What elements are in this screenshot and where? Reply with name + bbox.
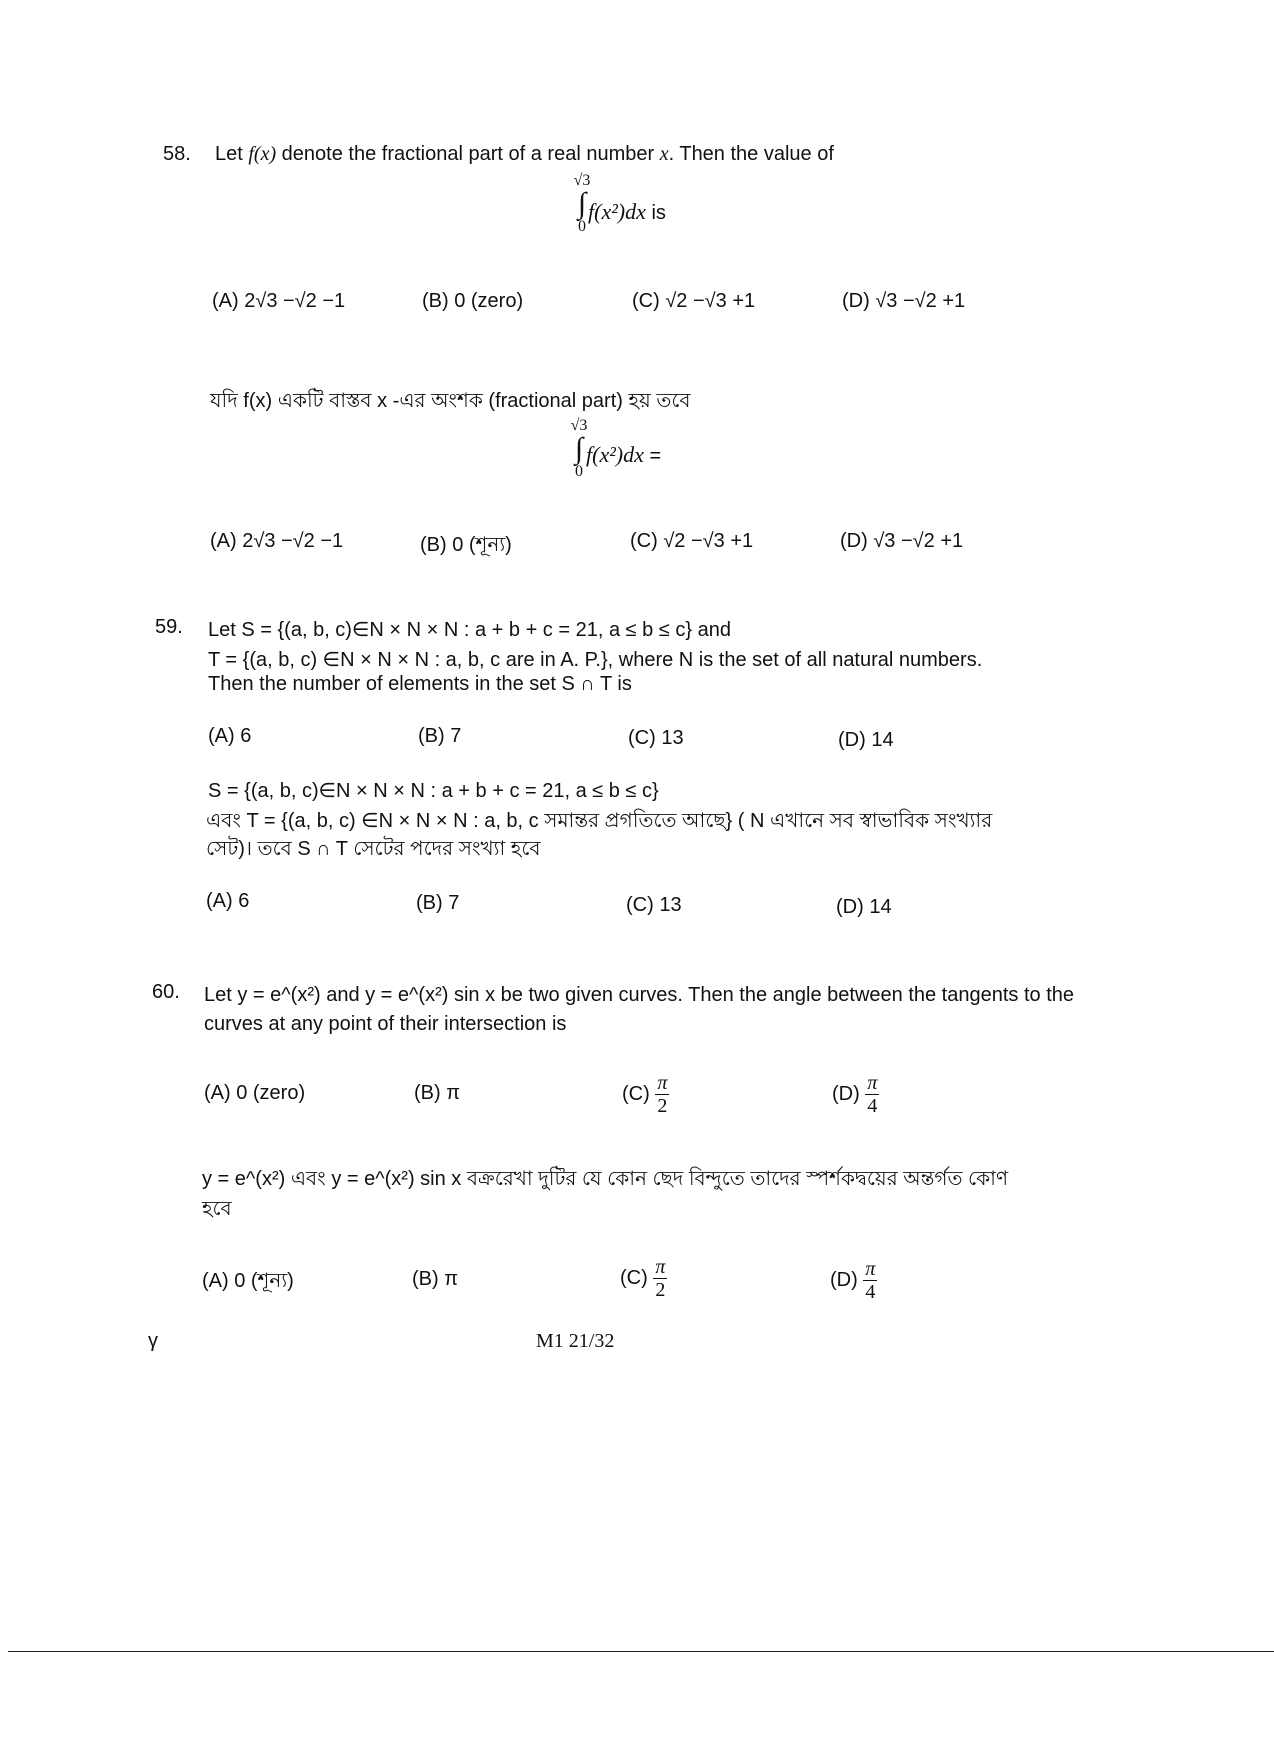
q60-bn-option-a[interactable]: (A) 0 (শূন্য) (202, 1270, 294, 1292)
q58-en-option-b[interactable]: (B) 0 (zero) (422, 290, 524, 312)
q58-bn-prompt: যদি f(x) একটি বাস্তব x -এর অংশক (fractional part) হয় তবে (210, 390, 691, 412)
q58-en-option-d[interactable]: (D) √3 −√2 +1 (842, 290, 966, 312)
q60-number: 60. (152, 981, 180, 1003)
q60-bn-option-d[interactable]: (D) $\frac{\pi}{4}$ (830, 1258, 876, 1303)
q58-en-option-a[interactable]: (A) 2√3 −√2 −1 (212, 290, 346, 312)
q58-number: 58. (163, 143, 191, 165)
q59-bn-option-d[interactable]: (D) 14 (836, 896, 892, 918)
page-number: M1 21/32 (536, 1330, 615, 1352)
q58-bn-option-c[interactable]: (C) √2 −√3 +1 (630, 530, 754, 552)
q59-bn-option-a[interactable]: (A) 6 (206, 890, 250, 912)
q60-en-option-d[interactable]: (D) $\frac{\pi}{4}$ (832, 1072, 878, 1117)
pi-over-4-fraction: $\frac{\pi}{4}$ (867, 1072, 878, 1117)
q60-bn-option-b[interactable]: (B) π (412, 1268, 459, 1290)
q60-en-option-a[interactable]: (A) 0 (zero) (204, 1082, 306, 1104)
footer-left-mark: γ (148, 1330, 158, 1352)
q58-en-integral: √3 ∫ 0 (573, 172, 591, 235)
q59-en-line2: T = {(a, b, c) ∈N × N × N : a, b, c are in A. P.}, where N is the set of all natural numbers. (208, 649, 983, 671)
pi-over-4-fraction-bn: $\frac{\pi}{4}$ (865, 1258, 876, 1303)
footer-rule (8, 1651, 1274, 1652)
q60-bn-option-c[interactable]: (C) $\frac{\pi}{2}$ (620, 1256, 666, 1301)
q60-en-line1: Let y = e^(x²) and y = e^(x²) sin x be two given curves. Then the angle between the tangents to the (204, 984, 1074, 1006)
q59-bn-option-b[interactable]: (B) 7 (416, 892, 460, 914)
q59-en-line1: Let S = {(a, b, c)∈N × N × N : a + b + c = 21, a ≤ b ≤ c} and (208, 619, 731, 641)
q59-number: 59. (155, 616, 183, 638)
q58-en-integral-suffix: is (645, 202, 666, 224)
q60-en-option-c[interactable]: (C) $\frac{\pi}{2}$ (622, 1072, 668, 1117)
pi-over-2-fraction-bn: $\frac{\pi}{2}$ (655, 1256, 666, 1301)
q58-bn-integral: √3 ∫ 0 (570, 417, 588, 480)
q58-en-option-c[interactable]: (C) √2 −√3 +1 (632, 290, 756, 312)
q60-bn-line1: y = e^(x²) এবং y = e^(x²) sin x বক্ররেখা দুটির যে কোন ছেদ বিন্দুতে তাদের স্পর্শকদ্বয়ের অন্তর্গত কোণ (202, 1168, 1009, 1190)
q58-en-prompt: Let f(x) denote the fractional part of a real number x. Then the value of (215, 143, 834, 165)
q59-bn-option-c[interactable]: (C) 13 (626, 894, 682, 916)
q58-bn-option-b[interactable]: (B) 0 (শূন্য) (420, 534, 512, 556)
q59-bn-line3: সেট)। তবে S ∩ T সেটের পদের সংখ্যা হবে (206, 838, 541, 860)
q60-en-line2: curves at any point of their intersection is (204, 1013, 567, 1035)
q58-bn-integrand: f(x²)dx (586, 442, 644, 467)
q58-en-integrand: f(x²)dx (588, 199, 646, 224)
q59-bn-line1: S = {(a, b, c)∈N × N × N : a + b + c = 21, a ≤ b ≤ c} (208, 780, 659, 802)
q58-bn-option-d[interactable]: (D) √3 −√2 +1 (840, 530, 964, 552)
q58-bn-integral-suffix: = (643, 445, 662, 467)
q58-bn-option-a[interactable]: (A) 2√3 −√2 −1 (210, 530, 344, 552)
q60-bn-line2: হবে (202, 1198, 232, 1220)
q59-en-option-a[interactable]: (A) 6 (208, 725, 252, 747)
q59-en-option-b[interactable]: (B) 7 (418, 725, 462, 747)
q59-en-option-c[interactable]: (C) 13 (628, 727, 684, 749)
q59-en-line3: Then the number of elements in the set S ∩ T is (208, 673, 632, 695)
pi-over-2-fraction: $\frac{\pi}{2}$ (657, 1072, 668, 1117)
q60-en-option-b[interactable]: (B) π (414, 1082, 461, 1104)
q59-bn-line2: এবং T = {(a, b, c) ∈N × N × N : a, b, c সমান্তর প্রগতিতে আছে} ( N এখানে সব স্বাভাবিক সংখ্যার (206, 810, 993, 832)
q59-en-option-d[interactable]: (D) 14 (838, 729, 894, 751)
